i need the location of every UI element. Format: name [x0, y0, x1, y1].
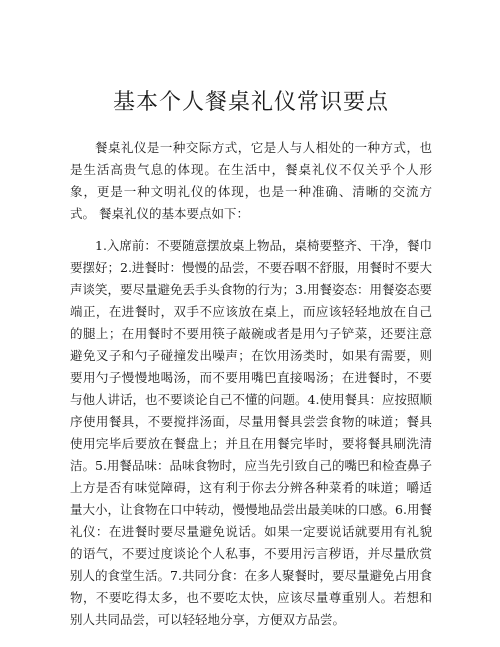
points-paragraph: 1.入席前：不要随意摆放桌上物品，桌椅要整齐、干净，餐巾要摆好；2.进餐时：慢慢的品尝，不要吞咽不舒服，用餐时不要大声谈笑，要尽量避免丢手头食物的行为；3.用餐姿态：用餐姿态要端正，在进餐时，双手不应该放在桌上，而应该轻轻地放在自己的腿上；在用餐时不要用筷子敲碗或者是用勺子铲菜，还要注意避免叉子和勺子碰撞发出噪声；在饮用汤类时，如果有需要，则要用勺子慢慢地喝汤，而不要用嘴巴直接喝汤；在进餐时，不要与他人讲话，也不要谈论自己不懂的问题。4.使用餐具：应按照顺序使用餐具，不要搅拌汤面，尽量用餐具尝尝食物的味道；餐具使用完毕后要放在餐盘上；并且在用餐完毕时，要将餐具刷洗清洁。5.用餐品味：品味食物时，应当先引致自己的嘴巴和检查鼻子上方是否有味觉障碍，这有利于你去分辨各种菜肴的味道；嚼适量大小，让食物在口中转动，慢慢地品尝出最美味的口感。6.用餐礼仪：在进餐时要尽量避免说话。如果一定要说话就要用有礼貌的语气，不要过度谈论个人私事，不要用污言秽语，并尽量欣赏别人的食堂生活。7.共同分食：在多人聚餐时，要尽量避免占用食物，不要吃得太多，也不要吃太快，应该尽量尊重别人。若想和别人共同品尝，可以轻轻地分享，方便双方品尝。	[70, 238, 432, 627]
intro-paragraph: 餐桌礼仪是一种交际方式，它是人与人相处的一种方式，也是生活高贵气息的体现。在生活中，餐桌礼仪不仅关乎个人形象，更是一种文明礼仪的体现，也是一种准确、清晰的交流方式。 餐桌礼仪的基本要点如下：	[70, 140, 432, 221]
document-title: 基本个人餐桌礼仪常识要点	[112, 90, 389, 115]
